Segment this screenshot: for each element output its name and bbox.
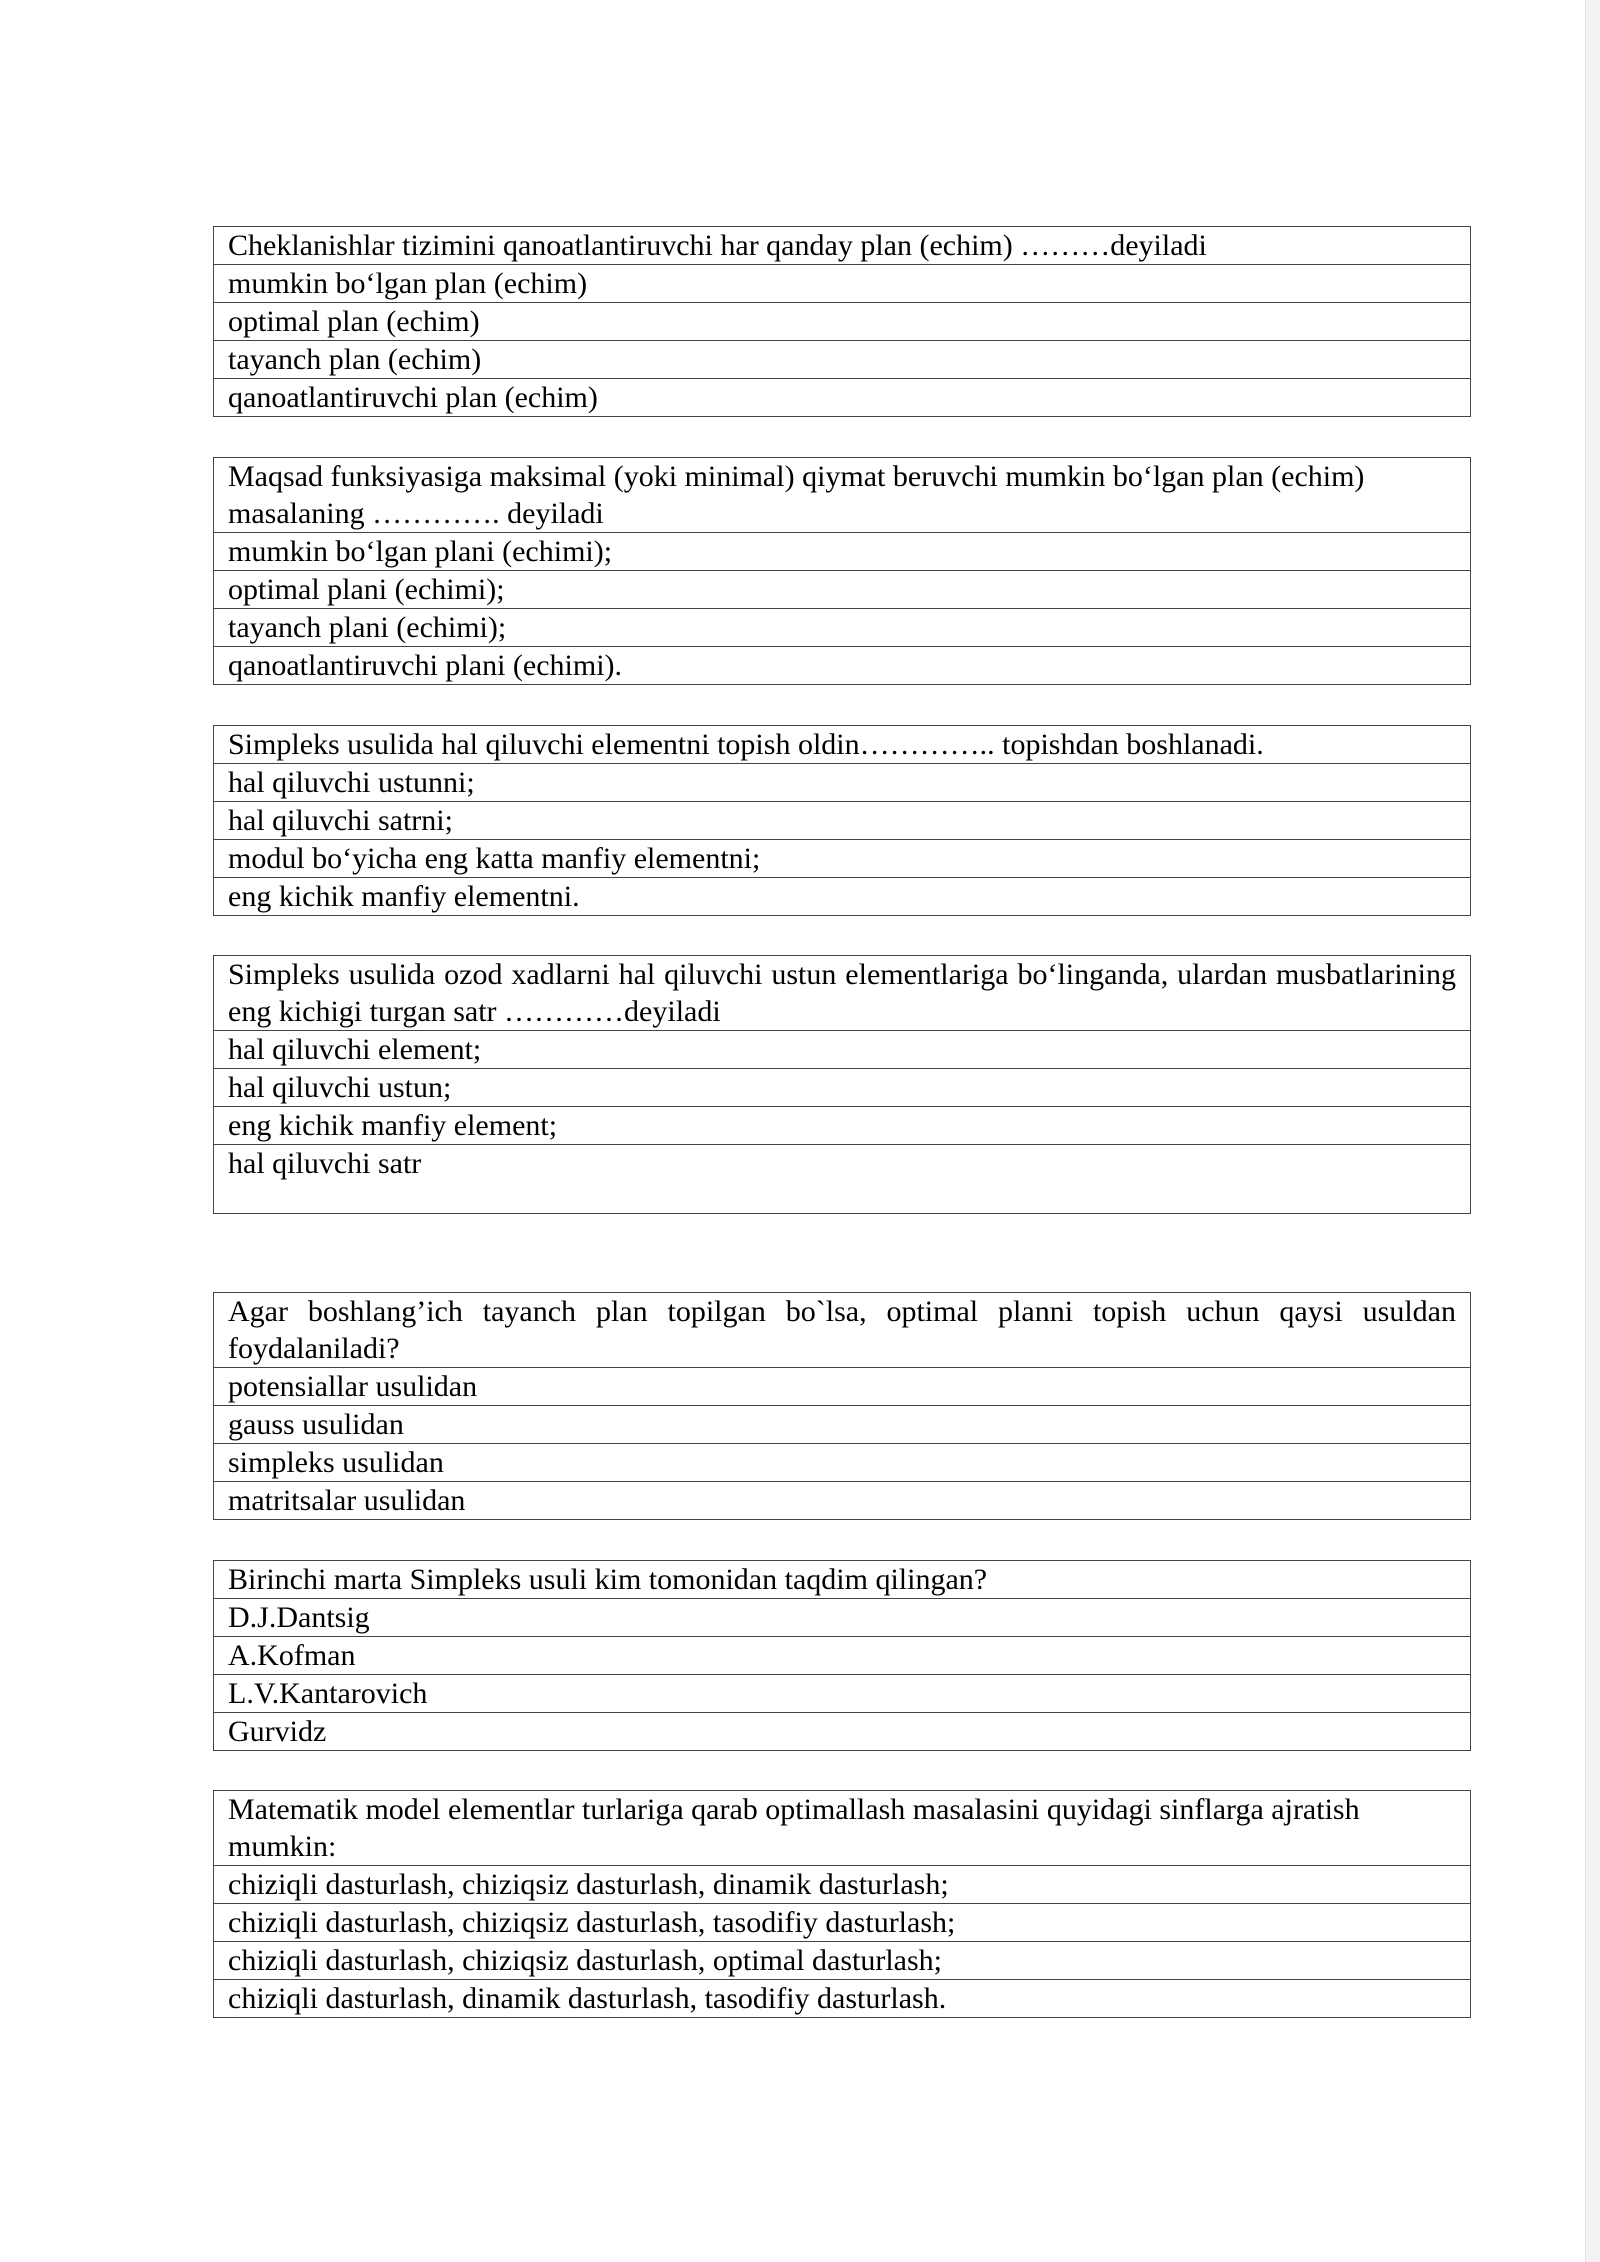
answer-option[interactable]: hal qiluvchi satr bbox=[214, 1145, 1471, 1214]
question-table-2 bbox=[213, 457, 1471, 685]
answer-option[interactable]: tayanch plani (echimi); bbox=[214, 609, 1471, 647]
answer-option[interactable]: chiziqli dasturlash, chiziqsiz dasturlash, dinamik dasturlash; bbox=[214, 1866, 1471, 1904]
answer-option[interactable]: qanoatlantiruvchi plan (echim) bbox=[214, 379, 1471, 417]
answer-option[interactable]: qanoatlantiruvchi plani (echimi). bbox=[214, 647, 1471, 685]
answer-option[interactable]: hal qiluvchi element; bbox=[214, 1031, 1471, 1069]
question-table-5 bbox=[213, 1292, 1471, 1520]
question-text: Birinchi marta Simpleks usuli kim tomonidan taqdim qilingan? bbox=[214, 1561, 1471, 1599]
question-text: Simpleks usulida ozod xadlarni hal qiluvchi ustun elementlariga bo‘linganda, ulardan musbatlarining eng kichigi turgan satr …………deyiladi bbox=[214, 956, 1471, 1031]
question-text: Maqsad funksiyasiga maksimal (yoki minimal) qiymat beruvchi mumkin bo‘lgan plan (echim) masalaning …………. deyiladi bbox=[214, 458, 1471, 533]
answer-option[interactable]: eng kichik manfiy elementni. bbox=[214, 878, 1471, 916]
page-edge bbox=[1585, 0, 1600, 2262]
question-table-3 bbox=[213, 725, 1471, 916]
answer-option[interactable]: matritsalar usulidan bbox=[214, 1482, 1471, 1520]
answer-option[interactable]: simpleks usulidan bbox=[214, 1444, 1471, 1482]
answer-option[interactable]: modul bo‘yicha eng katta manfiy elementni; bbox=[214, 840, 1471, 878]
answer-option[interactable]: L.V.Kantarovich bbox=[214, 1675, 1471, 1713]
answer-option[interactable]: potensiallar usulidan bbox=[214, 1368, 1471, 1406]
question-table-7 bbox=[213, 1790, 1471, 2018]
question-text: Matematik model elementlar turlariga qarab optimallash masalasini quyidagi sinflarga ajratish mumkin: bbox=[214, 1791, 1471, 1866]
question-text: Cheklanishlar tizimini qanoatlantiruvchi har qanday plan (echim) ………deyiladi bbox=[214, 227, 1471, 265]
answer-option[interactable]: hal qiluvchi ustun; bbox=[214, 1069, 1471, 1107]
question-table-4 bbox=[213, 955, 1471, 1214]
answer-option[interactable]: mumkin bo‘lgan plan (echim) bbox=[214, 265, 1471, 303]
question-text: Simpleks usulida hal qiluvchi elementni topish oldin………….. topishdan boshlanadi. bbox=[214, 726, 1471, 764]
question-table-6 bbox=[213, 1560, 1471, 1751]
answer-option[interactable]: optimal plani (echimi); bbox=[214, 571, 1471, 609]
answer-option[interactable]: D.J.Dantsig bbox=[214, 1599, 1471, 1637]
answer-option[interactable]: Gurvidz bbox=[214, 1713, 1471, 1751]
answer-option[interactable]: mumkin bo‘lgan plani (echimi); bbox=[214, 533, 1471, 571]
answer-option[interactable]: tayanch plan (echim) bbox=[214, 341, 1471, 379]
answer-option[interactable]: optimal plan (echim) bbox=[214, 303, 1471, 341]
answer-option[interactable]: hal qiluvchi satrni; bbox=[214, 802, 1471, 840]
answer-option[interactable]: hal qiluvchi ustunni; bbox=[214, 764, 1471, 802]
question-text: Agar boshlang’ich tayanch plan topilgan bo`lsa, optimal planni topish uchun qaysi usuldan foydalaniladi? bbox=[214, 1293, 1471, 1368]
question-table-1 bbox=[213, 226, 1471, 417]
answer-option[interactable]: A.Kofman bbox=[214, 1637, 1471, 1675]
answer-option[interactable]: chiziqli dasturlash, dinamik dasturlash, tasodifiy dasturlash. bbox=[214, 1980, 1471, 2018]
answer-option[interactable]: eng kichik manfiy element; bbox=[214, 1107, 1471, 1145]
answer-option[interactable]: chiziqli dasturlash, chiziqsiz dasturlash, optimal dasturlash; bbox=[214, 1942, 1471, 1980]
answer-option[interactable]: chiziqli dasturlash, chiziqsiz dasturlash, tasodifiy dasturlash; bbox=[214, 1904, 1471, 1942]
answer-option[interactable]: gauss usulidan bbox=[214, 1406, 1471, 1444]
